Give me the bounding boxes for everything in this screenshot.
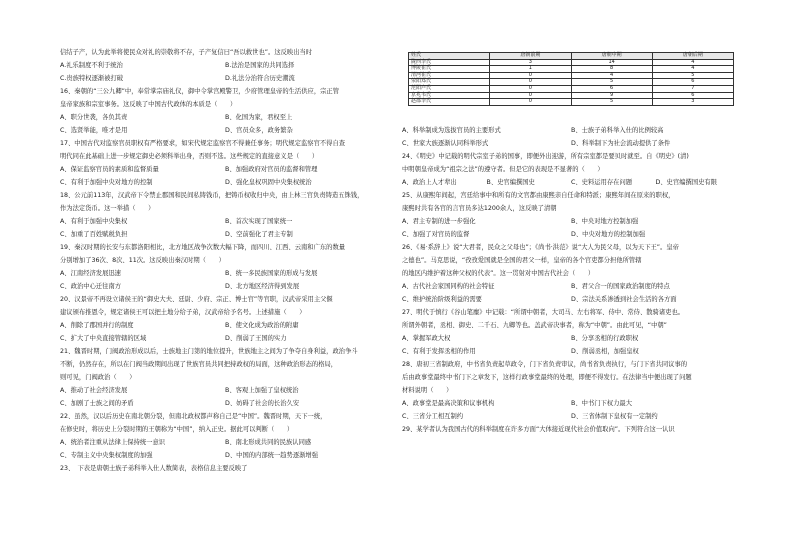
option: A、掌握军政大权 (402, 335, 451, 342)
option: B、分享丞相的行政职权 (571, 335, 639, 342)
option-row (60, 267, 390, 280)
option-row (60, 72, 390, 85)
option-row (60, 59, 390, 72)
option-row (60, 449, 390, 462)
option: A.礼乐制度不利于统治 (60, 62, 123, 69)
question-text: 之德也”。马克思说，“孜孜爱国就是全国的君父一样，皇帝的各个官吏都分担他所管辖 (402, 257, 642, 264)
table-cell: 0 (490, 92, 571, 99)
option: D、空前强化了君主专制 (225, 231, 293, 238)
option: B、使文化成为政治的附庸 (225, 322, 299, 329)
option: A、政治上人才辈出 (402, 179, 457, 186)
table-cell: 1 (490, 66, 571, 73)
table-cell: 7 (652, 85, 733, 92)
option-row (402, 215, 740, 228)
option: A、保证监察官员的素质和监督质量 (60, 166, 159, 173)
option-row (60, 332, 390, 345)
table-cell: 0 (490, 99, 571, 106)
table-cell: 京兆韦氏 (409, 92, 490, 99)
option: D、削弱了王国的实力 (225, 335, 287, 342)
option: C、有利于加强中央对地方的控制 (60, 179, 153, 186)
option: C、加剧了士族之间的矛盾 (60, 400, 134, 407)
option: A、职分世袭，各负其责 (60, 114, 128, 121)
option: C、维护统治阶级利益的需要 (402, 296, 482, 303)
option: B、加强政府对官员的监督和管理 (225, 166, 318, 173)
option: C、专制主义中央集权制度的加强 (60, 452, 153, 459)
question-text: 建议颁布推恩令，规定诸侯王可以把土地分给子弟，汉武帝给予名号。上述措施（ ） (60, 309, 306, 316)
table-cell: 6 (652, 79, 733, 86)
question-text: 21、魏晋时期，门阀政治形成以后，士族地主门第的地位提升，世族地主之间为了争夺自身利益，政治争斗 (60, 348, 358, 355)
table-cell: 5 (571, 79, 652, 86)
option: B、首次实现了国家统一 (225, 218, 293, 225)
question-text: 25、从康熙年间起，宫廷给事中和所有的文官都由康熙亲自任命和特派；康熙年间在原来的职权， (402, 192, 675, 199)
question-text: 26、《易·系辞上》说“大君者，民众之父母也”；《尚书·洪范》说“大人为民父母，以为天下王”。皇帝 (402, 244, 679, 251)
option-row (60, 319, 390, 332)
table-cell: 3 (490, 59, 571, 66)
table-header: 唐朝前期 (490, 53, 571, 60)
question-text: 材料说明（ ） (402, 387, 453, 394)
option: A、江南经济发展迅速 (60, 270, 121, 277)
table-cell: 4 (652, 59, 733, 66)
table-row (409, 72, 734, 79)
option: A、政事堂是最高决策和议事机构 (402, 400, 495, 407)
option-row (402, 397, 740, 410)
question-text: 则可见，门阀政治（ ） (60, 374, 136, 381)
table-cell: 0 (490, 79, 571, 86)
option: A、统治者注重从法律上保持统一意识 (60, 439, 166, 446)
table-row (409, 92, 734, 99)
option: D、三省体制下皇权有一定制约 (571, 413, 658, 420)
option: B、士族子弟科举入仕的比例较高 (571, 127, 664, 134)
option-row (402, 137, 740, 150)
table-cell: 5 (652, 72, 733, 79)
option-row (60, 176, 390, 189)
table-cell: 14 (571, 59, 652, 66)
question-text: 29、某学者认为我国古代的科举制度在许多方面“大体接近现代社会价值取向”。下列符合这一认识 (402, 426, 675, 433)
question-text: 18、公元前113年，汉武帝下令禁止郡国和民间私铸钱币，把铸币权收归中央，由上林三官负责铸造五铢钱， (60, 192, 364, 199)
option: B.法治是国家的共同选择 (225, 62, 295, 69)
option-row (402, 345, 740, 358)
option: B、统一多民族国家的形成与发展 (225, 270, 318, 277)
option-row (402, 228, 740, 241)
table-cell: 4 (652, 66, 733, 73)
option: A、科举制成为选拔官员的主要形式 (402, 127, 501, 134)
table-cell: 9 (571, 92, 652, 99)
option-row (402, 293, 740, 306)
option: D、妨碍了社会的长治久安 (225, 400, 300, 407)
option-row (60, 280, 390, 293)
table-cell: 4 (571, 72, 652, 79)
option: A、有利于加强中央集权 (60, 218, 128, 225)
question-text: 23、 下表是唐朝士族子弟科举入仕人数简表，表格信息主要反映了 (60, 465, 248, 472)
table-cell: 3 (652, 99, 733, 106)
option-row (60, 163, 390, 176)
option-row (60, 124, 390, 137)
option: D、科举制下为社会流动提供了条件 (571, 140, 671, 147)
option-row (60, 111, 390, 124)
table-cell: 陇西李氏 (409, 59, 490, 66)
table-row (409, 99, 734, 106)
option-row (402, 124, 740, 137)
table-row (409, 66, 734, 73)
right-column (402, 124, 740, 436)
table-cell: 范阳卢氏 (409, 85, 490, 92)
option: C.贵族特权逐渐被打破 (60, 75, 124, 82)
option: B、化国为家，君权至上 (225, 114, 293, 121)
option-row (402, 176, 740, 189)
question-text: 康熙时共有各官的言官员多达1200余人，这反映了清朝 (402, 205, 557, 212)
option-row (60, 215, 390, 228)
question-text: 17、中国古代对监察官员职权有严格要求，如宋代规定监察官不得兼任事务；明代规定监察官不得自查 (60, 140, 346, 147)
option: C、加重了百姓赋税负担 (60, 231, 128, 238)
question-text: 后由政事堂最终中书门下之章发下，这样行政事堂最终的处理，即便不得发行。在法律当中便出现了问题 (402, 374, 692, 381)
table-row (409, 85, 734, 92)
question-text: 27、明代于慎行《谷山笔麈》中记载：“所谓中朝者，大司马、左右将军、侍中、常侍、散骑诸吏也。 (402, 309, 685, 316)
question-text: 28、唐初三省制政府，中书省负责起草政令，门下省负责审议，尚书省负责执行，与门下省共同议事的 (402, 361, 688, 368)
option-row (60, 436, 390, 449)
option: D.礼法分治符合历史潮流 (225, 75, 295, 82)
option: D、北方地区经济得到发展 (225, 283, 300, 290)
option: A、推动了社会经济发展 (60, 387, 128, 394)
question-text: 20、汉景帝不再设立诸侯王的“御史大夫、廷尉、少府、宗正、博士官”等官职，汉武帝采用主父偃 (60, 296, 333, 303)
option: A、削除了郡国并行的制度 (60, 322, 134, 329)
option: D、史官编撰国史有限 (655, 179, 718, 186)
option: B、中央对地方控制加强 (571, 218, 639, 225)
option: A、古代社会家国同构的社会特征 (402, 283, 495, 290)
option: C、世家大族逐渐认同科举形式 (402, 140, 489, 147)
table-cell: 8 (571, 66, 652, 73)
table-row (409, 59, 734, 66)
table-cell: 荥阳郑氏 (409, 79, 490, 86)
option: B、客观上加强了皇权统治 (225, 387, 299, 394)
question-text: 信结子产，认为此举将使民众对礼的崇敬将不存，子产复信曰“吾以救世也”。这反映出当时 (60, 49, 313, 56)
option: A、君主专制的进一步强化 (402, 218, 476, 225)
option: B、南北形成共同的民族认同感 (225, 439, 312, 446)
option: D、官员众多，政务繁杂 (225, 127, 293, 134)
option-row (402, 410, 740, 423)
option: C、政治中心迁往南方 (60, 283, 122, 290)
table-row (409, 79, 734, 86)
question-text: 16、秦朝的“三公九卿”中，奉常掌宗庙礼仪，御中令掌宫殿警卫，少府管理皇帝的生活供应，宗正管 (60, 88, 340, 95)
option: C、选贤举能，唯才是用 (60, 127, 128, 134)
option: C、有利于发挥丞相的作用 (402, 348, 476, 355)
question-text: 所谓外朝者，丞相、御史、二千石、九卿等也。盖武帝决事者，称为“中朝”。由此可见，“中朝” (402, 322, 667, 329)
table-header: 唐朝中期 (571, 53, 652, 60)
table-cell: 清河崔氏 (409, 72, 490, 79)
question-text: 分别增加了36次、8次、11次。这反映出秦汉时期（ ） (60, 257, 225, 264)
option: C、三省分工相互制约 (402, 413, 464, 420)
table-cell: 0 (490, 85, 571, 92)
option: B、君父合一的国家政治制度的特点 (571, 283, 670, 290)
question-text: 22、虽然，汉以后历史在南北朝分裂，但南北政权都声称自己是“中国”。魏晋时期，天下一统， (60, 413, 327, 420)
table-cell: 赵郡李氏 (409, 99, 490, 106)
option: D、宗法关系渗透到社会生活的各方面 (571, 296, 677, 303)
option: D、强化皇权巩固中央集权统治 (225, 179, 312, 186)
question-text: 19、秦汉时期的长安与东都洛阳相比，北方地区战争次数大幅下降，而四川、江西、云南和广东的数量 (60, 244, 346, 251)
table-cell: 博陵崔氏 (409, 66, 490, 73)
table-cell: 6 (571, 85, 652, 92)
option-row (60, 384, 390, 397)
left-column (60, 46, 390, 475)
question-text: 皇帝家族和宗室事务。这反映了中国古代政体的本质是（ ） (60, 101, 237, 108)
question-text: 明代同在此基础上进一步规定御史必须科举出身，否则不选。这些规定的直接意义是（ ） (60, 153, 319, 160)
option-row (60, 228, 390, 241)
table-header-row (409, 53, 734, 60)
table-header: 姓氏 (409, 53, 490, 60)
option: D、中央对地方的控制加强 (571, 231, 646, 238)
question-text: 在修史时，将历史上分裂时期的王朝称为“中国”，纳入正史。据此可以判断（ ） (60, 426, 294, 433)
option-row (402, 332, 740, 345)
option: C、史料运用存在问题 (571, 179, 633, 186)
question-text: 不断，仍然存在，所以在门阀当政期间出现了世族官员共同把持政权的局面，这种政治形态的格局， (60, 361, 338, 368)
table-header: 唐朝后期 (652, 53, 733, 60)
option-row (402, 280, 740, 293)
option: C、扩大了中央直接管辖的区域 (60, 335, 147, 342)
question-text: 的地区内维护着这种父权的代表”。这一贯射对中国古代社会（ ） (402, 270, 595, 277)
stats-table (408, 52, 734, 106)
table-cell: 5 (571, 99, 652, 106)
option-row (60, 397, 390, 410)
option: C、加强了对官员的监督 (402, 231, 470, 238)
table-cell: 6 (652, 92, 733, 99)
option: D、中国的内部统一趋势逐渐增强 (225, 452, 319, 459)
option: D、削弱丞相，加强皇权 (571, 348, 639, 355)
question-text: 中明朝皇帝成为“祖宗之法”的遵守者。但是它的表现是不显著的（ ） (402, 166, 604, 173)
option: B、史官编撰国史 (486, 179, 535, 186)
table-cell: 0 (490, 72, 571, 79)
option: B、中书门下权力最大 (571, 400, 632, 407)
question-text: 作为法定货币。这一举措（ ） (60, 205, 155, 212)
question-text: 24、《明史》中记载的明代宗室子弟的国事，即便外出迎游，所有宗室都是要贝时就至。自《明史》(清) (402, 153, 689, 160)
